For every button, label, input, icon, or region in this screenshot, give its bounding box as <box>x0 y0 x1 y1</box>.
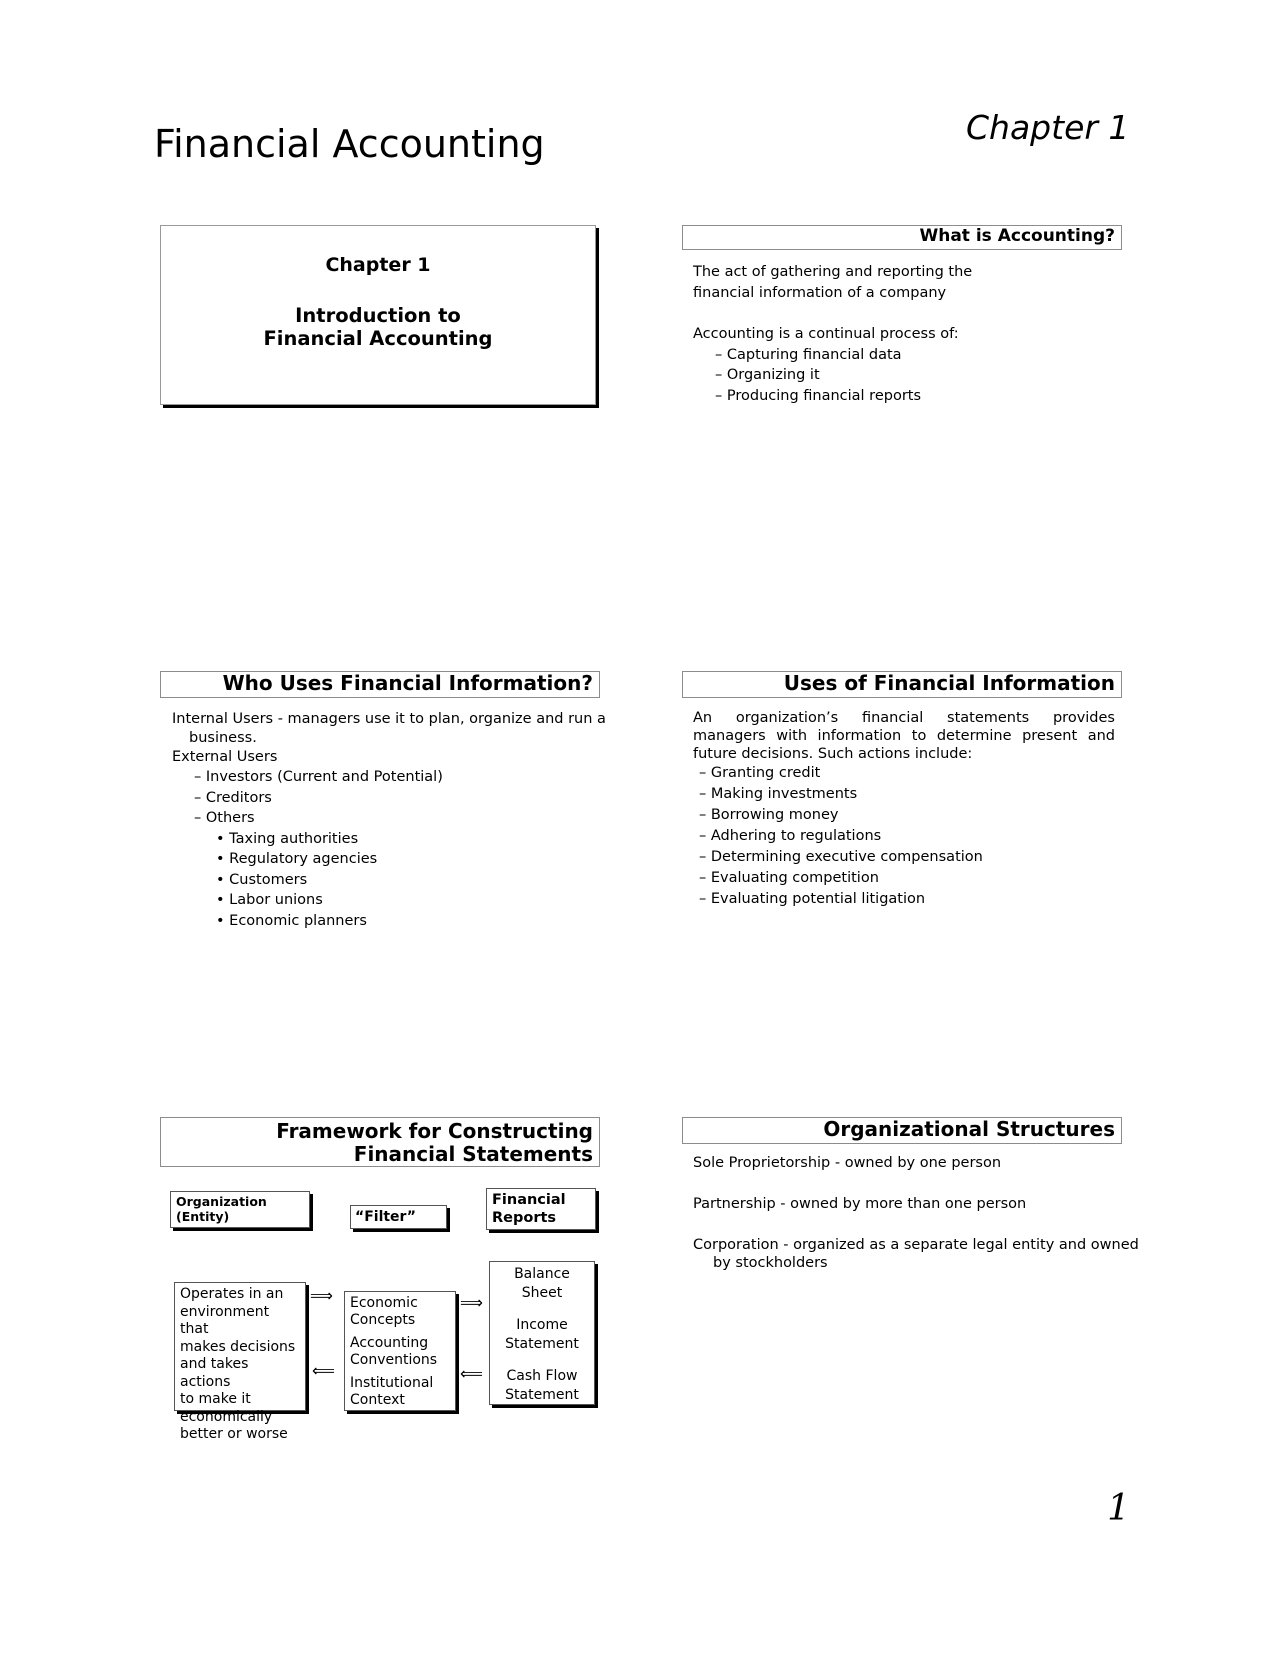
heading-line: Framework for Constructing <box>276 1119 593 1143</box>
arrow-left-icon: ⟸ <box>312 1361 335 1380</box>
list-item: – Borrowing money <box>699 807 839 823</box>
page-title: Financial Accounting <box>154 122 545 166</box>
slide-heading-what-is-accounting: What is Accounting? <box>682 225 1122 250</box>
filter-label: “Filter” <box>355 1209 416 1225</box>
intro-paragraph: An organization’s financial statements provides managers with information to determine present and future decisions. Such actions include: <box>693 710 1115 762</box>
text-line: Institutional <box>350 1375 434 1391</box>
label-line: Reports <box>492 1210 557 1226</box>
text-line: Sole Proprietorship - owned by one person <box>693 1155 1002 1171</box>
slide-body-what-is-accounting <box>693 262 972 406</box>
label-line: Organization <box>176 1194 267 1209</box>
text-line: Concepts <box>350 1312 416 1328</box>
slide-heading-framework <box>160 1117 600 1167</box>
list-item: • Regulatory agencies <box>216 851 378 867</box>
subtitle-line-1: Introduction to <box>295 304 461 327</box>
slide-body-org-structures <box>693 1154 1139 1272</box>
label-line: Financial <box>492 1192 566 1208</box>
financial-reports-box <box>489 1261 595 1405</box>
text-line: environment that <box>180 1303 270 1337</box>
text-line: and takes actions <box>180 1356 249 1390</box>
list-item: • Taxing authorities <box>216 830 359 847</box>
page-number: 1 <box>1107 1488 1130 1529</box>
organization-label-box <box>170 1191 310 1228</box>
text-line: Corporation - organized as a separate legal entity and owned <box>693 1237 1139 1253</box>
list-item: – Organizing it <box>715 367 820 383</box>
report-income-line2: Statement <box>505 1336 579 1352</box>
slide-title-subtitle <box>161 304 595 350</box>
slide-title-card <box>160 225 596 405</box>
list-item: – Capturing financial data <box>715 346 902 363</box>
text-line: Economic <box>350 1295 418 1311</box>
slide-heading-org-structures: Organizational Structures <box>682 1117 1122 1144</box>
list-item: – Others <box>194 810 255 826</box>
list-item: – Determining executive compensation <box>699 849 983 865</box>
arrow-right-icon: ⟹ <box>460 1293 483 1312</box>
list-item: • Economic planners <box>216 912 367 929</box>
text-line: economically <box>180 1408 273 1425</box>
list-item: – Investors (Current and Potential) <box>194 769 443 785</box>
list-item: – Granting credit <box>699 765 821 781</box>
list-item: – Making investments <box>699 786 858 802</box>
label-line: (Entity) <box>176 1209 230 1224</box>
text-line: business. <box>189 729 257 746</box>
list-item: – Evaluating potential litigation <box>699 891 926 907</box>
list-item: • Customers <box>216 871 308 888</box>
text-line: External Users <box>172 748 278 765</box>
report-cash-flow-line1: Cash Flow <box>506 1368 578 1384</box>
arrow-right-icon: ⟹ <box>310 1286 333 1305</box>
text-line: Partnership - owned by more than one person <box>693 1196 1027 1212</box>
text-line: The act of gathering and reporting the <box>693 264 973 280</box>
list-item: – Adhering to regulations <box>699 828 882 844</box>
heading-line: Financial Statements <box>353 1142 593 1166</box>
slide-heading-uses: Uses of Financial Information <box>682 671 1122 698</box>
text-line: by stockholders <box>713 1255 828 1271</box>
text-line: Operates in an <box>180 1286 284 1302</box>
text-line: Accounting is a continual process of: <box>693 326 959 342</box>
chapter-label: Chapter 1 <box>966 108 1130 147</box>
text-line: better or worse <box>180 1426 288 1442</box>
text-line: to make it <box>180 1391 251 1407</box>
text-line: Conventions <box>350 1352 438 1368</box>
list-item: – Creditors <box>194 789 272 806</box>
list-item: – Evaluating competition <box>699 870 879 886</box>
filter-label-box <box>350 1205 447 1229</box>
list-item: • Labor unions <box>216 892 323 908</box>
filter-description-box <box>344 1291 456 1411</box>
report-cash-flow-line2: Statement <box>505 1387 579 1403</box>
text-line: financial information of a company <box>693 284 947 301</box>
reports-label-box <box>486 1188 596 1230</box>
slide-title-chapter: Chapter 1 <box>325 254 431 276</box>
report-balance-sheet: Balance Sheet <box>514 1266 570 1301</box>
slide-heading-who-uses: Who Uses Financial Information? <box>160 671 600 698</box>
text-line: Internal Users - managers use it to plan, organize and run a <box>172 711 606 727</box>
report-income-line1: Income <box>516 1317 568 1333</box>
subtitle-line-2: Financial Accounting <box>263 327 493 350</box>
text-line: Accounting <box>350 1335 429 1351</box>
arrow-left-icon: ⟸ <box>460 1364 483 1383</box>
text-line: makes decisions <box>180 1338 296 1355</box>
organization-description-box <box>174 1282 306 1442</box>
list-item: – Producing financial reports <box>715 387 922 404</box>
slide-body-uses <box>693 709 1115 910</box>
text-line: Context <box>350 1392 405 1408</box>
slide-body-who-uses <box>172 709 606 931</box>
